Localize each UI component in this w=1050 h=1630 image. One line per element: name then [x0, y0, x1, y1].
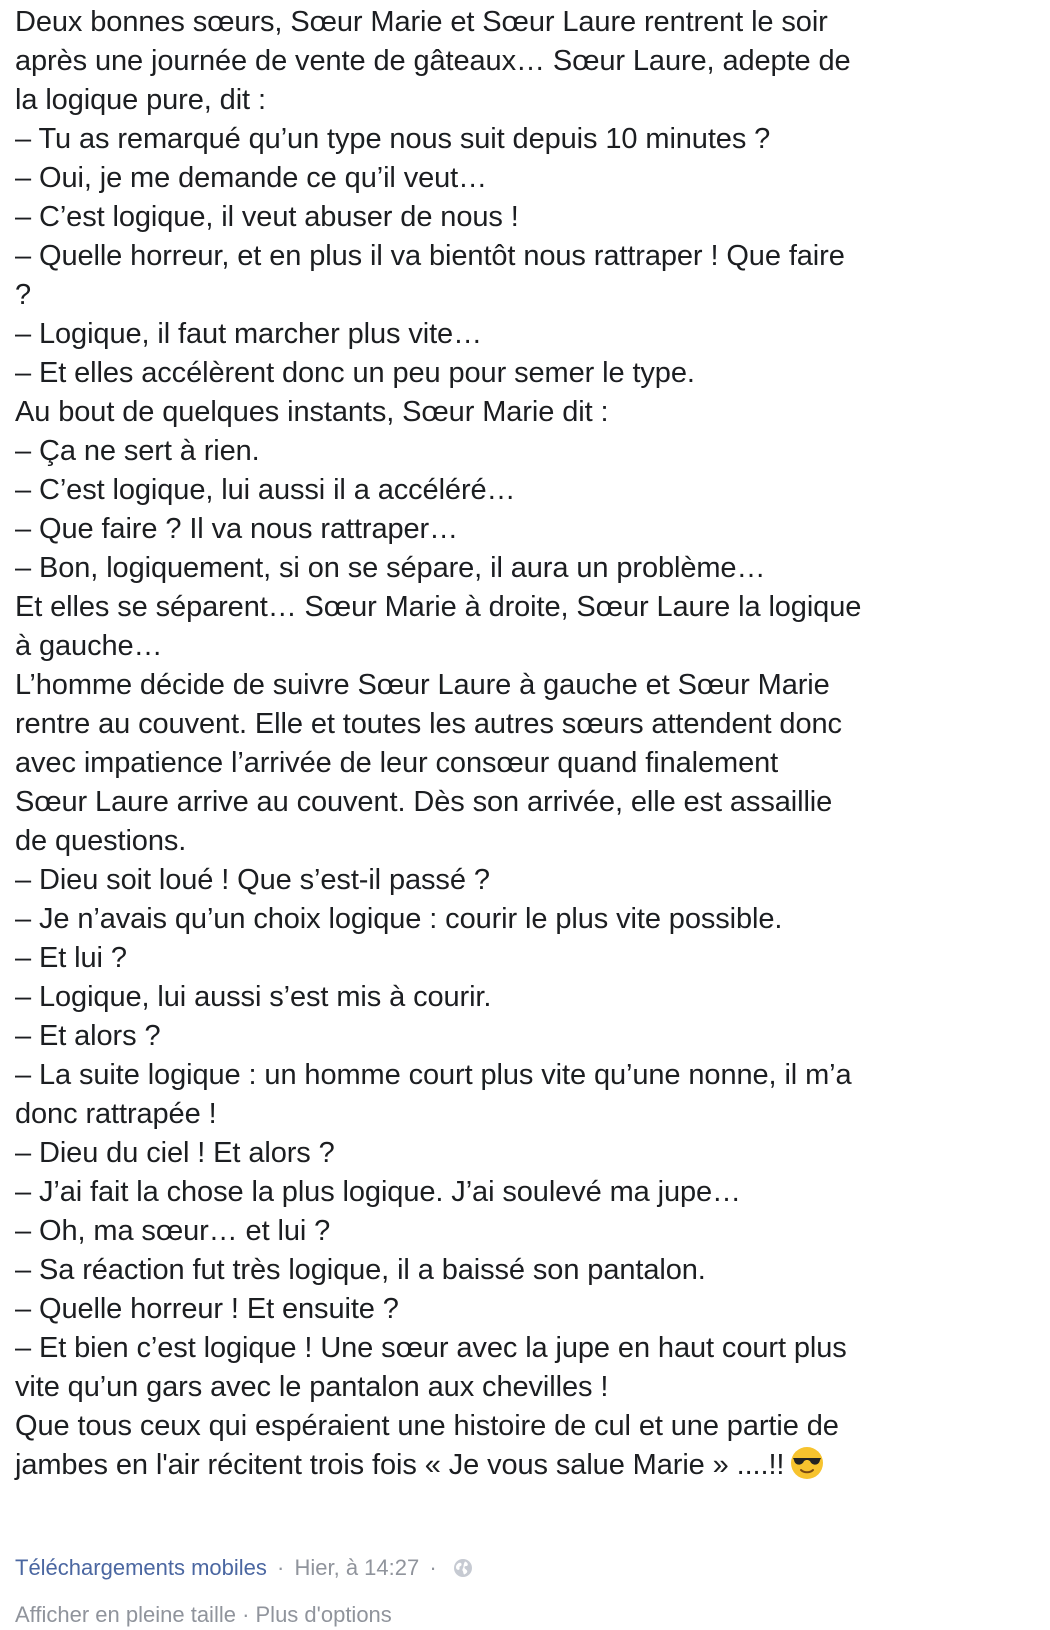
post-text-line: ? [15, 279, 32, 311]
post-text-line: de questions. [15, 825, 187, 857]
post-text-line: – Logique, il faut marcher plus vite… [15, 318, 482, 350]
post-timestamp[interactable]: Hier, à 14:27 [294, 1555, 420, 1580]
meta-separator: · [277, 1555, 285, 1580]
post-text-line: – Quelle horreur, et en plus il va bientôt nous rattraper ! Que faire [15, 240, 845, 272]
post-text-line: – Et alors ? [15, 1020, 161, 1052]
post-text-line: Et elles se séparent… Sœur Marie à droite, Sœur Laure la logique [15, 591, 862, 623]
post-meta [15, 1553, 473, 1583]
post-text-line: – Logique, lui aussi s’est mis à courir. [15, 981, 492, 1013]
post-text-line: Que tous ceux qui espéraient une histoire de cul et une partie de [15, 1410, 839, 1442]
post-text-line: L’homme décide de suivre Sœur Laure à gauche et Sœur Marie [15, 669, 830, 701]
post-text-line: – Dieu du ciel ! Et alors ? [15, 1137, 335, 1169]
post-text-line: – La suite logique : un homme court plus vite qu’une nonne, il m’a [15, 1059, 852, 1091]
post-text-line: la logique pure, dit : [15, 84, 266, 116]
post-text-line: jambes en l'air récitent trois fois « Je vous salue Marie » ....!! [15, 1446, 1015, 1485]
post-text-line: avec impatience l’arrivée de leur consœur quand finalement [15, 747, 779, 779]
post-text-line: rentre au couvent. Elle et toutes les autres sœurs attendent donc [15, 708, 842, 740]
post-body [15, 3, 1015, 1485]
post-text-line: – Et bien c’est logique ! Une sœur avec la jupe en haut court plus [15, 1332, 847, 1364]
post-text-line: – Oh, ma sœur… et lui ? [15, 1215, 331, 1247]
post-text-line: – Oui, je me demande ce qu’il veut… [15, 162, 488, 194]
post-actions-partial[interactable]: Afficher en pleine taille · Plus d'options [15, 1602, 392, 1627]
meta-separator: · [429, 1555, 437, 1580]
post-text-line: Sœur Laure arrive au couvent. Dès son arrivée, elle est assaillie [15, 786, 833, 818]
post-text-line: – Je n’avais qu’un choix logique : courir le plus vite possible. [15, 903, 783, 935]
post-text-line: – Tu as remarqué qu’un type nous suit depuis 10 minutes ? [15, 123, 771, 155]
post-text [15, 3, 1015, 1485]
post-text-line: – C’est logique, il veut abuser de nous ! [15, 201, 519, 233]
post-text-line: donc rattrapée ! [15, 1098, 217, 1130]
upload-source-link[interactable]: Téléchargements mobiles [15, 1555, 267, 1580]
post-text-line: Deux bonnes sœurs, Sœur Marie et Sœur Laure rentrent le soir [15, 6, 828, 38]
post-text-line: – Dieu soit loué ! Que s’est-il passé ? [15, 864, 490, 896]
post-text-line: – C’est logique, lui aussi il a accéléré… [15, 474, 516, 506]
post-text-line: après une journée de vente de gâteaux… Sœur Laure, adepte de [15, 45, 851, 77]
post-text-line: – Que faire ? Il va nous rattraper… [15, 513, 458, 545]
post-text-line: – Et lui ? [15, 942, 127, 974]
post-text-line: – Sa réaction fut très logique, il a baissé son pantalon. [15, 1254, 706, 1286]
sunglasses-emoji-icon [790, 1446, 824, 1480]
globe-icon[interactable] [453, 1556, 473, 1576]
post-text-line: – Bon, logiquement, si on se sépare, il aura un problème… [15, 552, 766, 584]
post-text-line: – Et elles accélèrent donc un peu pour semer le type. [15, 357, 695, 389]
post-text-line: – Quelle horreur ! Et ensuite ? [15, 1293, 399, 1325]
post-text-line: – Ça ne sert à rien. [15, 435, 260, 467]
post-text-line: Au bout de quelques instants, Sœur Marie dit : [15, 396, 609, 428]
post-text-line: – J’ai fait la chose la plus logique. J’ai soulevé ma jupe… [15, 1176, 741, 1208]
post-text-line: vite qu’un gars avec le pantalon aux chevilles ! [15, 1371, 609, 1403]
post-text-line: à gauche… [15, 630, 163, 662]
